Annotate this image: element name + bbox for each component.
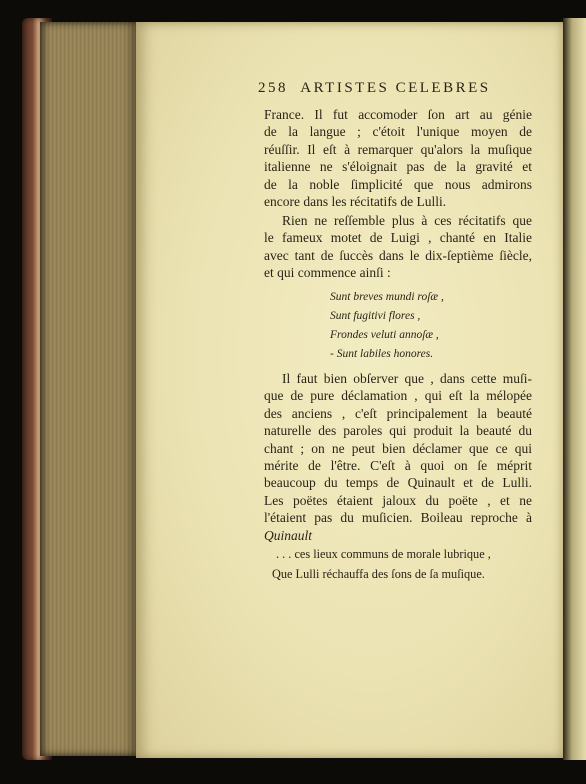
text-line: avec tant de ſuccès dans le dix-ſeptième ſiècle, <box>264 247 532 263</box>
text-line: France. Il fut accomoder ſon art au génie <box>264 107 532 122</box>
text-line: que de pure déclamation , qui eſt la mélopée <box>264 388 532 404</box>
facing-page-edge <box>563 18 586 760</box>
text-line: Les poëtes étaient jaloux du poëte , et ne <box>264 492 532 508</box>
running-title: ARTISTES CELEBRES <box>300 80 491 96</box>
quote-line: Que Lulli réchauffa des ſons de ſa muſique. <box>272 567 485 581</box>
page-block-edge <box>40 22 138 756</box>
text-line: mérite de l'être. C'eſt à quoi on ſe méprit <box>264 458 532 474</box>
running-header <box>258 80 538 97</box>
text-line: italienne ne s'éloignait pas de la gravité et <box>264 159 532 175</box>
text-line: réuſſir. Il eſt à remarquer qu'alors la muſique <box>264 141 532 157</box>
verse-line: Frondes veluti annoſæ , <box>330 329 439 341</box>
text-line: de la noble ſimplicité que nous admirons <box>264 176 532 192</box>
verse-line: Sunt fugitivi flores , <box>330 310 421 322</box>
text-line: Quinault <box>264 527 313 543</box>
verse-line: - Sunt labiles honores. <box>330 348 434 360</box>
text-line: chant ; on ne peut bien déclamer que ce qui <box>264 440 532 456</box>
text-line: le fameux motet de Luigi , chanté en Italie <box>264 230 532 246</box>
text-line: l'étaient pas du muſicien. Boileau reproche à <box>264 510 532 526</box>
text-line: Rien ne reſſemble plus à ces récitatifs que <box>282 213 532 228</box>
verse-line: Sunt breves mundi roſæ , <box>330 291 444 303</box>
quote-line: . . . ces lieux communs de morale lubrique , <box>276 547 491 561</box>
text-line: naturelle des paroles qui produit la beauté du <box>264 423 532 439</box>
page-number: 258 <box>258 80 288 96</box>
text-line: et qui commence ainſi : <box>264 265 391 281</box>
paragraph-3 <box>264 370 532 544</box>
text-line: Il faut bien obſerver que , dans cette muſi- <box>282 371 532 386</box>
paragraph-2 <box>264 212 532 282</box>
latin-verse <box>330 288 444 364</box>
text-line: des anciens , c'eſt principalement la beauté <box>264 405 532 421</box>
verse-quote <box>272 544 491 584</box>
text-line: beaucoup du temps de Quinault et de Lulli. <box>264 475 532 491</box>
paragraph-1 <box>264 106 532 210</box>
text-line: de la langue ; c'étoit l'unique moyen de <box>264 124 532 140</box>
text-line: encore dans les récitatifs de Lulli. <box>264 194 447 210</box>
